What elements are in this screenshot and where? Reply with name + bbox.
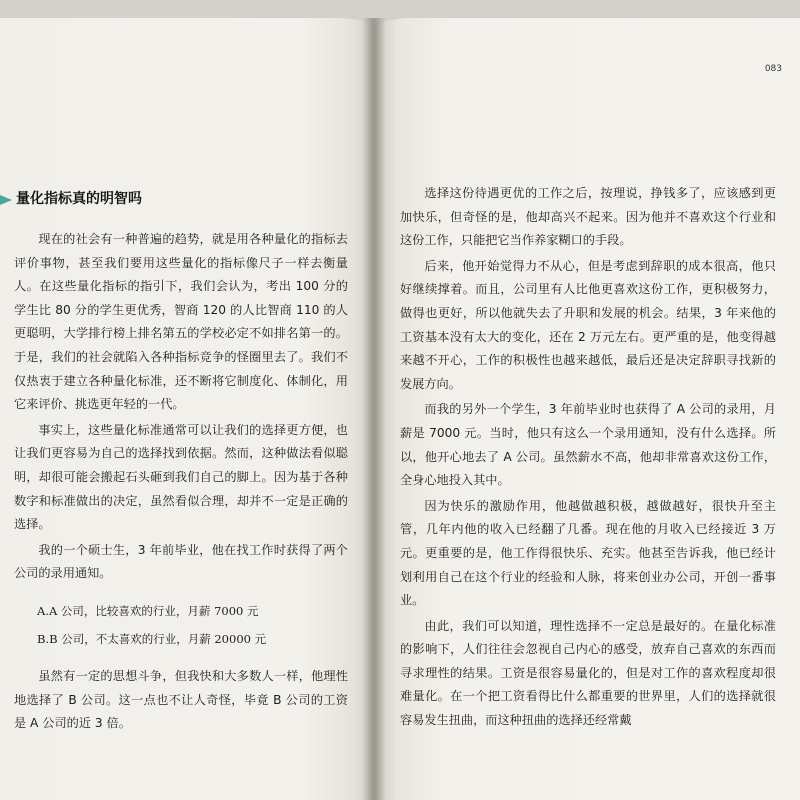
paragraph: 我的一个硕士生，3 年前毕业，他在找工作时获得了两个公司的录用通知。: [14, 542, 348, 581]
paragraph: 事实上，这些量化标准通常可以让我们的选择更方便，也让我们更容易为自己的选择找到依据。然而，这种做法看似聪明，却很可能会搬起石头砸到我们自己的脚上。因为基于各种数字和标准做出的决定，虽然看似合理，却并不一定是正确的选择。: [14, 422, 348, 532]
heading-marker-icon: [0, 195, 12, 205]
paragraph: 选择这份待遇更优的工作之后，按理说，挣钱多了，应该感到更加快乐，但奇怪的是，他却高兴不起来。因为他并不喜欢这个行业和这份工作，只能把它当作养家糊口的手段。: [400, 186, 776, 248]
open-book: [0, 18, 800, 800]
section-heading: 量化指标真的明智吗: [16, 191, 142, 207]
page-number: 083: [764, 64, 782, 74]
paragraph: 虽然有一定的思想斗争，但我快和大多数人一样，他理性地选择了 B 公司。这一点也不让人奇怪，毕竟 B 公司的工资是 A 公司的近 3 倍。: [14, 669, 348, 731]
book-gutter: [362, 18, 386, 800]
section-heading-row: [0, 188, 200, 210]
left-text-block: [14, 228, 348, 738]
paragraph: 而我的另外一个学生，3 年前毕业时也获得了 A 公司的录用，月薪是 7000 元。当时，他只有这么一个录用通知，没有什么选择。所以，他开心地去了 A 公司。虽然薪水不高，他却非常喜欢这份工作，全身心地投入其中。: [400, 402, 776, 488]
right-text-block: [400, 182, 776, 735]
paragraph: 由此，我们可以知道，理性选择不一定总是最好的。在量化标准的影响下，人们往往会忽视自己内心的感受，放弃自己喜欢的东西而寻求理性的结果。工资是很容易量化的，但是对工作的喜欢程度却很难量化。在一个把工资看得比什么都重要的世界里，人们的选择就很容易发生扭曲，而这种扭曲的选择还经常戴: [400, 618, 776, 728]
left-page: [0, 18, 378, 800]
option-a: A.A 公司，比较喜欢的行业，月薪 7000 元: [37, 603, 259, 618]
paragraph: 现在的社会有一种普遍的趋势，就是用各种量化的指标去评价事物，甚至我们要用这些量化的指标像尺子一样去衡量人。在这些量化指标的指引下，我们会认为，考出 100 分的学生比 80 分的学生更优秀，智商 120 的人比智商 110 的人更聪明，大学排行榜上排名第五的学校必定不如排名第一的。于是，我们的社会就陷入各种指标竞争的怪圈里去了。我们不仅热衷于建立各种量化标准，还不断将它制度化、体制化，用它来评价、挑选更年轻的一代。: [14, 232, 348, 412]
paragraph: 后来，他开始觉得力不从心，但是考虑到辞职的成本很高，他只好继续撑着。而且，公司里有人比他更喜欢这份工作，更积极努力，做得也更好，所以他就失去了升职和发展的机会。结果，3 年来他的工资基本没有太大的变化，还在 2 万元左右。更严重的是，他变得越来越不开心，工作的积极性也越来越低，最后还是决定辞职寻找新的发展方向。: [400, 258, 776, 391]
option-b: B.B 公司，不太喜欢的行业，月薪 20000 元: [37, 631, 267, 646]
paragraph: 因为快乐的激励作用，他越做越积极，越做越好，很快升至主管，几年内他的收入已经翻了几番。现在他的月收入已经接近 3 万元。更重要的是，他工作得很快乐、充实。他甚至告诉我，他已经计划利用自己在这个行业的经验和人脉，将来创业办公司，开创一番事业。: [400, 498, 776, 608]
